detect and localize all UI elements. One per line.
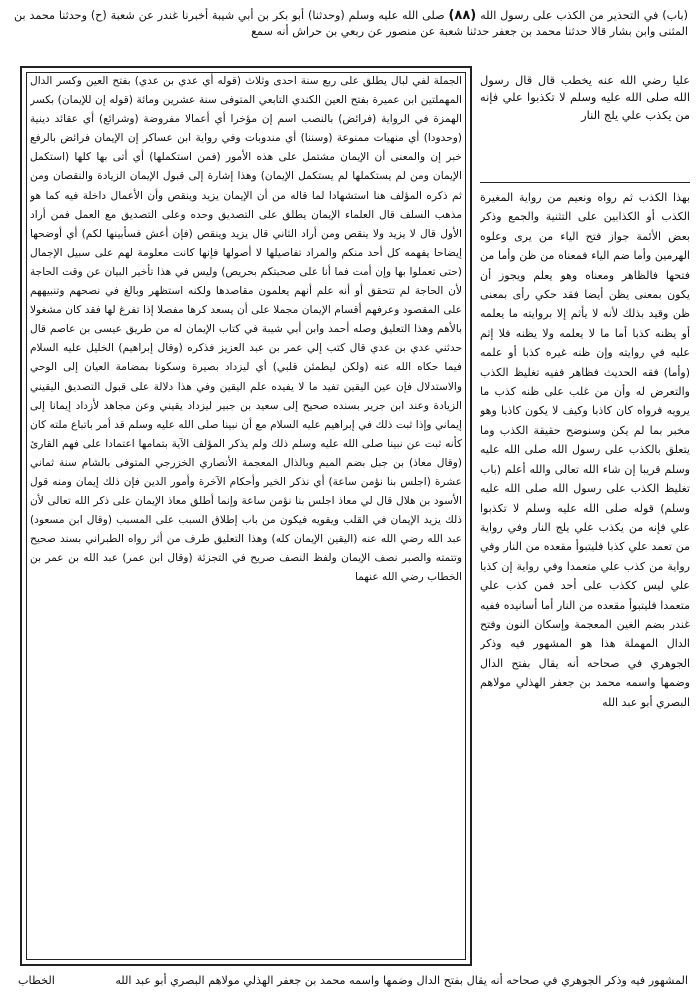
- page-header: [14, 8, 688, 72]
- margin-commentary: بهذا الكذب ثم رواه ونعيم من رواية المغيرة الكذب أو الكذابين على التثنية والجمع وذكر بعض الأئمة جواز فتح الياء من يرى وعلوه الهرمين وأما ضم الياء فمعناه من ظن وأما من فتحها فالظاهر ومعناه وهو يعلم ويجوز أن يكون بمعنى يظن أيضا فقد حكي رأى بمعنى ظن وقيد بذلك لأنه لا يأثم إلا بروايته ما يعلمه أو يظنه كذبا أما ما لا يعلمه ولا يظنه فلا إثم عليه في روايته وإن ظنه غيره كذبا أو علمه (وأما) فقه الحديث فظاهر ففيه تغليظ الكذب والتعرض له وأن من غلب على ظنه كذب ما يرويه فرواه كان كاذبا وكيف لا يكون كاذبا وهو مخبر بما لم يكن وسنوضح حقيقة الكذب وما يتعلق بالكذب على رسول الله صلى الله عليه وسلم قريبا إن شاء الله تعالى والله أعلم (باب تغليظ الكذب على رسول الله صلى الله عليه وسلم) قوله صلى الله عليه وسلم لا تكذبوا علي فإنه من يكذب علي يلج النار وفي رواية من تعمد علي كذبا فليتبوأ مقعده من النار وفي رواية من كذب علي متعمدا وفي رواية إن كذبا علي ليس ككذب على أحد فمن كذب علي متعمدا فليتبوأ مقعده من النار أما أسانيده ففيه غندر بضم الغين المعجمة وإسكان النون وفتح الدال المهملة هذا هو المشهور فيه وذكر الجوهري في صحاحه أنه يقال بفتح الدال وضمها واسمه محمد بن جعفر الهذلي مولاهم البصري أبو عبد الله: [480, 191, 690, 709]
- footer-catchword: الخطاب: [18, 974, 55, 987]
- header-text-end: صلى الله عليه وسلم (وحدثنا) أبو بكر بن أبي شيبة أخبرنا غندر عن شعبة (ح) وحدثنا محمد بن المثنى وابن بشار قالا حدثنا محمد بن جعفر حدثنا شعبة عن منصور عن ربعي بن حراش أنه سمع: [14, 9, 688, 38]
- commentary-text: الجملة لفي لبال يطلق على ربع سنة احدى وثلاث (قوله أي عدي بن عدي) بفتح العين وكسر الدال المهملتين ابن عميرة بفتح العين الكندي التابعي المتوفى سنة عشرين ومائة (قوله إن للإيمان) بكسر الهمزة في الرواية (فرائض) بالنصب اسم إن مؤخرا أي أعمالا مفروضة (وشرائع) أي عقائد دينية (وحدودا) أي منهيات ممنوعة (وسننا) أي مندوبات وفي رواية ابن عساكر إن الإيمان فرائض بالرفع خبر إن والمعنى أن الإيمان مشتمل على هذه الأمور (فمن استكملها) أي أتى بها كلها (استكمل الإيمان ومن لم يستكملها لم يستكمل الإيمان) وهذا إشارة إلى قبول الإيمان الزيادة والنقصان ومن ثم ذكره المؤلف هنا استشهادا لما قاله من أن الإيمان يزيد وينقص وأن الأعمال داخلة فيه كما هو مذهب السلف قال العلماء الإيمان يطلق على التصديق وحده وعلى التصديق مع العمل فمن أراد الأول قال لا يزيد ولا ينقص ومن أراد الثاني قال يزيد وينقص (فإن أعش فسأبينها لكم) أي أوضحها إيضاحا يفهمه كل أحد منكم والمراد تفاصيلها لا أصولها فإنها كانت معلومة لهم على سبيل الإجمال (حتى تعملوا بها وإن أمت فما أنا على صحبتكم بحريص) وليس في هذا تأخير البيان عن وقت الحاجة لأن الحاجة لم تتحقق أو أنه علم أنهم يعلمون مقاصدها ولكنه استظهر وبالغ في نصحهم وتنبيههم على المقصود وعرفهم أقسام الإيمان مجملا على أن يسعد كرها مفصلا إذا تفرغ لها فقد كان مشغولا بالأهم وهذا التعليق وصله أحمد وابن أبي شيبة في كتاب الإيمان له من طريق عيسى بن عاصم قال حدثني عدي بن عدي قال كتب إلي عمر بن عبد العزيز فذكره (وقال إبراهيم) الخليل عليه السلام فيما حكاه الله عنه (ولكن ليطمئن قلبي) أي ليزداد بصيرة وسكونا بمضامة العيان إلى الوحي والاستدلال فإن عين اليقين تفيد ما لا يفيده علم اليقين وفي هذا دلالة على قبول التصديق اليقيني الزيادة وعند ابن جرير بسنده صحيح إلى سعيد بن جبير ليزداد يقيني وعن مجاهد لأزداد إيمانا إلى إيماني وإذا ثبت ذلك في إبراهيم عليه السلام مع أن نبينا صلى الله عليه وسلم قد أمر باتباع ملته كان كأنه ثبت عن نبينا صلى الله عليه وسلم ذلك ولم يذكر المؤلف الآية بتمامها اعتمادا على فهم القارئ (وقال معاذ) بن جبل بضم الميم وبالذال المعجمة الأنصاري الخزرجي المتوفى بالشام سنة ثماني عشرة (اجلس بنا نؤمن ساعة) أي نذكر الخير وأحكام الآخرة وأمور الدين فإن ذلك إيمان ومنه قول الأسود بن هلال قال لي معاذ اجلس بنا نؤمن ساعة وإنما أطلق معاذ الإيمان على ذكر الله تعالى لأن ذلك يزيد الإيمان في القلب ويقويه فيكون من باب إطلاق السبب على المسبب (وقال ابن مسعود) عبد الله رضي الله عنه (اليقين الإيمان كله) وهذا التعليق طرف من أثر رواه الطبراني بسند صحيح وتتمته والصبر نصف الإيمان ولفظ النصف صريح في التجزئة (وقال ابن عمر) عبد الله بن عمر بن الخطاب رضي الله عنهما: [30, 75, 462, 584]
- commentary-frame: [20, 66, 472, 966]
- page-footer: [18, 970, 688, 994]
- footer-line: المشهور فيه وذكر الجوهري في صحاحه أنه يقال بفتح الدال وضمها واسمه محمد بن جعفر الهذلي مولاهم البصري أبو عبد الله: [115, 974, 688, 987]
- hadith-text: عليا رضي الله عنه يخطب قال قال رسول الله صلى الله عليه وسلم لا تكذبوا علي فإنه من يكذب علي يلج النار: [480, 73, 690, 122]
- header-text-start: (باب) في التحذير من الكذب على رسول الله: [480, 9, 688, 22]
- column-divider: [480, 182, 690, 183]
- page-number: (٨٨): [448, 8, 477, 23]
